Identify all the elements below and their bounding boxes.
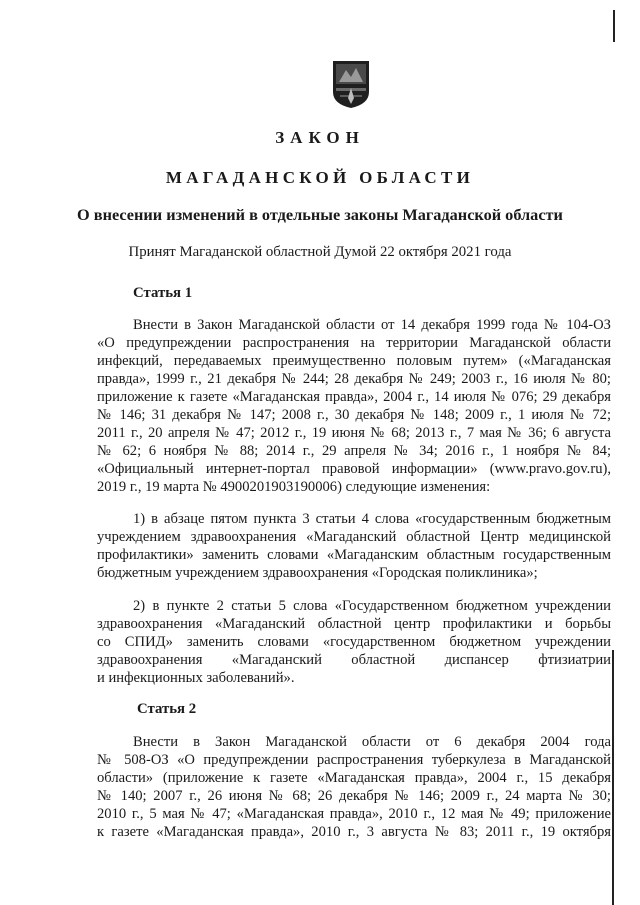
article-1-item-1-line: учреждением здравоохранения «Магаданский областной Центр медицинской [97,529,611,545]
heading-law: ЗАКОН [275,128,365,147]
article-1-paragraph-line: инфекций, передаваемых преимущественно половым путем» («Магаданская [97,353,611,369]
article-2-heading: Статья 2 [137,701,197,717]
page-edge-line-right [612,650,614,905]
article-1-paragraph-line: 2011 г., 20 апреля № 47; 2012 г., 19 июня № 68; 2013 г., 7 мая № 36; 6 августа [97,425,611,441]
adoption-line: Принят Магаданской областной Думой 22 октября 2021 года [128,244,512,260]
article-1-item-2-line: и инфекционных заболеваний». [97,670,295,686]
article-1-paragraph-line: 2019 г., 19 марта № 4900201903190006) следующие изменения: [97,479,491,495]
article-2-paragraph-line: области» (приложение к газете «Магаданская правда», 2004 г., 15 декабря [97,770,611,786]
law-title: О внесении изменений в отдельные законы Магаданской области [77,205,563,224]
article-2-paragraph-line: Внести в Закон Магаданской области от 6 декабря 2004 года [133,734,611,750]
article-2-paragraph-line: 2010 г., 5 мая № 47; «Магаданская правда», 2010 г., 12 мая № 49; приложение [97,806,611,822]
coat-of-arms-icon [330,58,372,110]
article-1-item-2-line: со СПИД» заменить словами «государственном бюджетном учреждении [97,634,611,650]
article-1-item-1-line: профилактики» заменить словами «Магаданским областным государственным [97,547,611,563]
article-2-paragraph-line: № 508-ОЗ «О предупреждении распространения туберкулеза в Магаданской [97,752,611,768]
page-edge-line-top [613,10,615,42]
article-1-paragraph-line: «О предупреждении распространения на территории Магаданской области [97,335,611,351]
article-1-item-2-line: здравоохранения «Магаданский областной центр профилактики и борьбы [97,616,611,632]
article-1-paragraph-line: правда», 1999 г., 21 декабря № 244; 28 декабря № 249; 2003 г., 16 июля № 80; [97,371,611,387]
article-1-paragraph-line: № 146; 31 декабря № 147; 2008 г., 30 декабря № 148; 2009 г., 1 июля № 72; [97,407,611,423]
article-1-item-1-line: 1) в абзаце пятом пункта 3 статьи 4 слова «государственным бюджетным [133,511,611,527]
article-2-paragraph-line: № 140; 2007 г., 26 июня № 68; 26 декабря № 146; 2009 г., 24 марта № 30; [97,788,611,804]
article-1-paragraph-line: Внести в Закон Магаданской области от 14 декабря 1999 года № 104-ОЗ [133,317,611,333]
article-1-paragraph-line: № 62; 6 ноября № 88; 2014 г., 29 апреля № 34; 2016 г., 1 ноября № 84; [97,443,611,459]
article-1-item-2-line: здравоохранения «Магаданский областной диспансер фтизиатрии [97,652,611,668]
article-1-paragraph-line: приложение к газете «Магаданская правда», 2004 г., 14 июля № 076; 29 декабря [97,389,611,405]
article-1-heading: Статья 1 [133,285,193,301]
article-1-item-2-line: 2) в пункте 2 статьи 5 слова «Государственном бюджетном учреждении [133,598,611,614]
heading-region: МАГАДАНСКОЙ ОБЛАСТИ [165,168,475,187]
article-2-paragraph-line: к газете «Магаданская правда», 2010 г., 3 августа № 83; 2011 г., 19 октября [97,824,611,840]
article-1-item-1-line: бюджетным учреждением здравоохранения «Городская поликлиника»; [97,565,538,581]
article-1-paragraph-line: «Официальный интернет-портал правовой информации» (www.pravo.gov.ru), [97,461,611,477]
